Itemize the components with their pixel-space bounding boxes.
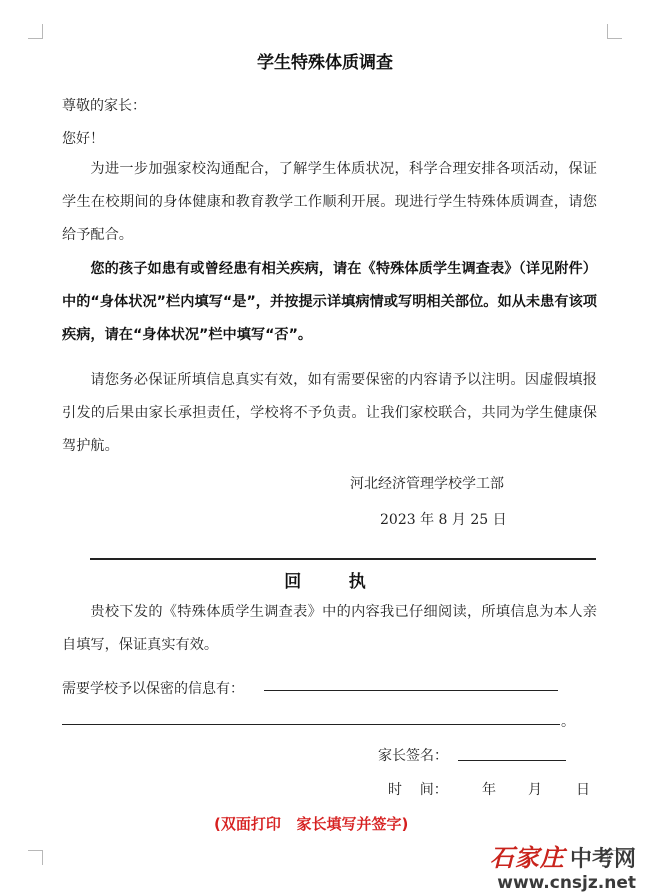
site-watermark xyxy=(490,838,636,893)
parent-signature-line[interactable] xyxy=(458,760,566,761)
greeting: 您好！ xyxy=(62,131,104,147)
parent-signature-label: 家长签名： xyxy=(378,748,448,764)
section-divider xyxy=(90,558,596,560)
salutation: 尊敬的家长： xyxy=(62,98,146,114)
watermark-site-name: 中考网 xyxy=(569,847,636,872)
crop-mark-top-left xyxy=(28,24,43,39)
notice-date: 2023 年 8 月 25 日 xyxy=(380,512,507,528)
crop-mark-bottom-left xyxy=(28,850,43,865)
watermark-logo: 石家庄 xyxy=(489,843,565,872)
signer-department: 河北经济管理学校学工部 xyxy=(350,476,504,492)
day-unit: 日 xyxy=(576,782,590,798)
watermark-url: www.cnsjz.net xyxy=(497,873,636,893)
confidential-info-label: 需要学校予以保密的信息有： xyxy=(62,681,244,697)
paragraph-instructions: 您的孩子如患有或曾经患有相关疾病，请在《特殊体质学生调查表》（详见附件）中的“身体状况”栏内填写“是”，并按提示详填病情或写明相关部位。如从未患有该项疾病，请在“身体状况”栏中填写“否”。 xyxy=(62,261,597,343)
confidential-info-line-2[interactable] xyxy=(62,724,560,725)
page-title: 学生特殊体质调查 xyxy=(257,53,393,73)
print-instruction-note: (双面打印 家长填写并签字) xyxy=(214,815,409,833)
paragraph-responsibility: 请您务必保证所填信息真实有效，如有需要保密的内容请予以注明。因虚假填报引发的后果由家长承担责任，学校将不予负责。让我们家校联合，共同为学生健康保驾护航。 xyxy=(62,372,597,454)
year-unit: 年 xyxy=(482,782,496,798)
paragraph-purpose: 为进一步加强家校沟通配合，了解学生体质状况，科学合理安排各项活动，保证学生在校期间的身体健康和教育教学工作顺利开展。现进行学生特殊体质调查，请您给予配合。 xyxy=(62,161,597,243)
receipt-title: 回执 xyxy=(284,572,414,592)
confidential-period: 。 xyxy=(561,714,575,730)
crop-mark-top-right xyxy=(607,24,622,39)
time-label: 时 间： xyxy=(388,782,448,798)
confidential-info-line-1[interactable] xyxy=(264,690,558,691)
receipt-statement: 贵校下发的《特殊体质学生调查表》中的内容我已仔细阅读，所填信息为本人亲自填写，保证真实有效。 xyxy=(62,604,597,653)
month-unit: 月 xyxy=(528,782,542,798)
